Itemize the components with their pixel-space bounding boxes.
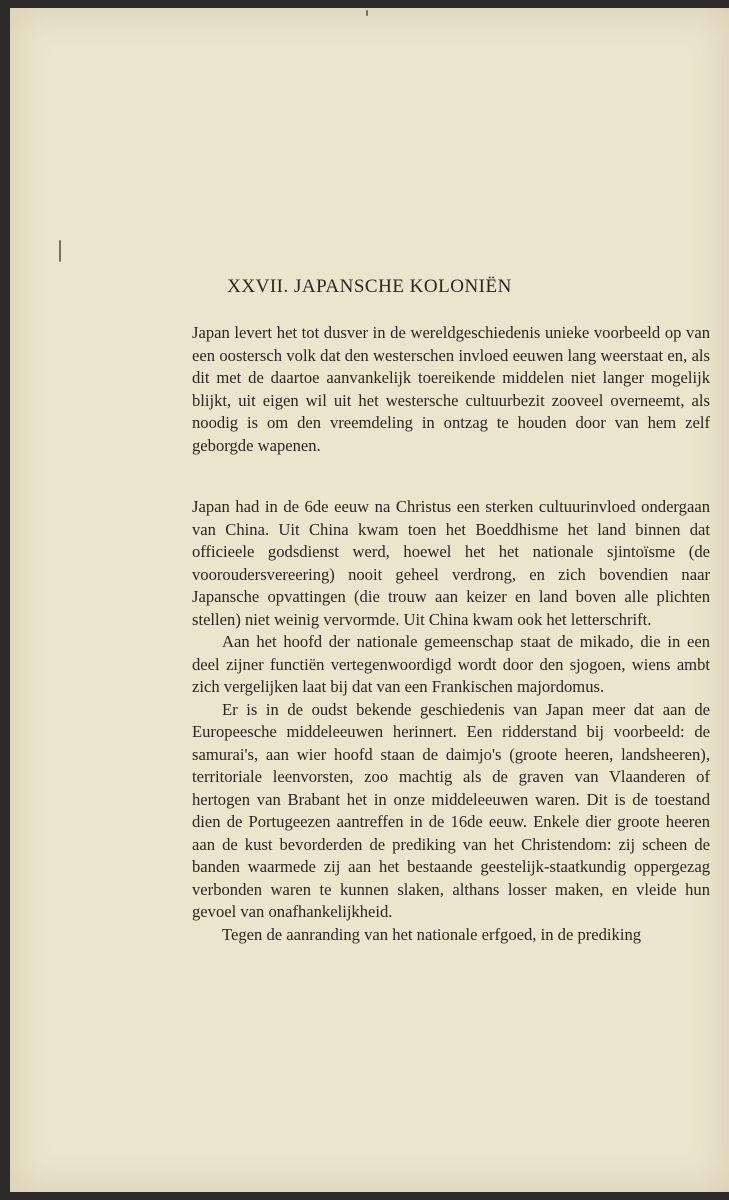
chapter-heading: XXVII. JAPANSCHE KOLONIËN <box>227 276 512 297</box>
paragraph-middle-ages: Er is in de oudst bekende geschiedenis van Japan meer dat aan de Europeesche middeleeuwen herinnert. Een ridderstand bij voorbeeld: de samurai's, aan wier hoofd staan de daimjo's (groote heeren, landsheeren), territoriale leenvorsten, zoo machtig als de graven van Vlaanderen of hertogen van Brabant het in onze middeleeuwen waren. Dit is de toestand dien de Portugeezen aantreffen in de 16de eeuw. Enkele dier groote heeren aan de kust bevorderden de prediking van het Christendom: zij scheen de banden waarmede zij aan het bestaande geestelijk-staatkundig oppergezag verbonden waren te kunnen slaken, althans losser maken, en vleide hun gevoel van onafhankelijkheid. <box>192 699 710 921</box>
paragraph-defence: Tegen de aanranding van het nationale erfgoed, in de prediking <box>222 924 642 944</box>
paragraph-mikado: Aan het hoofd der nationale gemeenschap staat de mikado, die in een deel zijner functiën vertegenwoordigd wordt door den sjogoen, wiens ambt zich vergelijken laat bij dat van een Frankischen majordomus. <box>192 632 710 696</box>
page-blemish <box>366 10 368 16</box>
page-blemish <box>59 240 61 262</box>
body-block <box>192 496 710 946</box>
intro-block <box>192 322 710 457</box>
paragraph-intro: Japan levert het tot dusver in de wereldgeschiedenis unieke voorbeeld op van een oostersch volk dat den westerschen invloed eeuwen lang weerstaat en, als dit met de daartoe aanvankelijk toereikende middelen niet langer mogelijk blijkt, uit eigen wil uit het westersche cultuurbezit zooveel overneemt, als noodig is om den vreemdeling in ontzag te houden door van hem zelf geborgde wapenen. <box>192 323 710 455</box>
paragraph-china: Japan had in de 6de eeuw na Christus een sterken cultuurinvloed ondergaan van China. Uit China kwam toen het Boeddhisme het land binnen dat officieele godsdienst werd, hoewel het het nationale sjintoïsme (de vooroudersvereering) nooit geheel verdrong, en zich bovendien naar Japansche opvattingen (die trouw aan keizer en land boven alle plichten stellen) niet weinig vervormde. Uit China kwam ook het letterschrift. <box>192 497 710 629</box>
book-page <box>10 8 729 1192</box>
